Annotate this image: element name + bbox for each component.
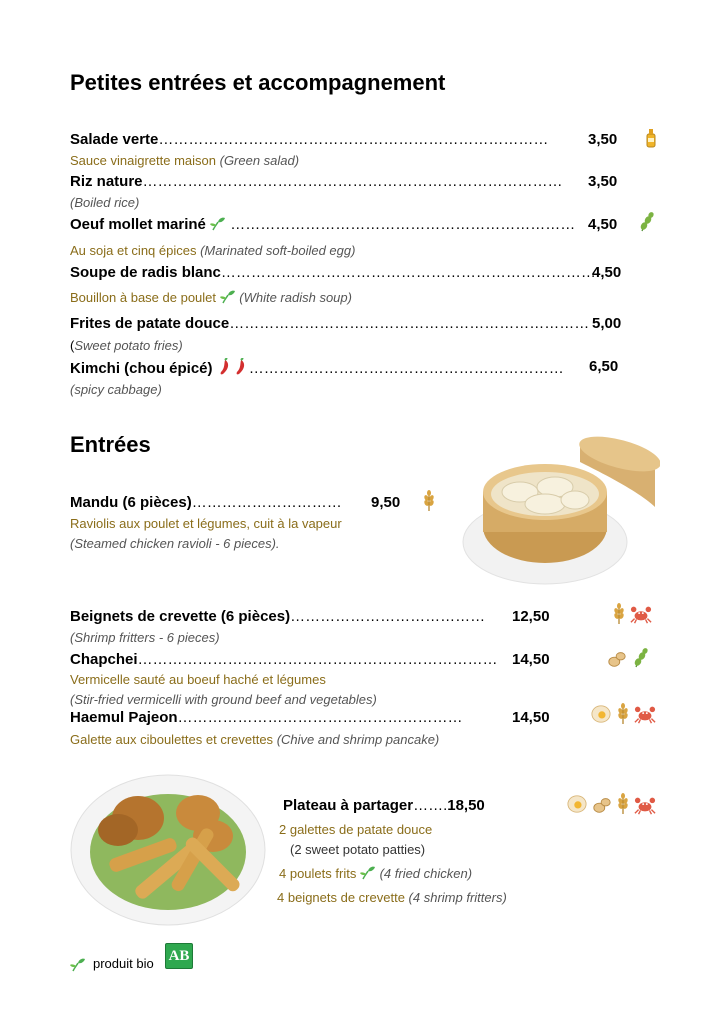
item-name-plateau: Plateau à partager…….18,50 [283, 797, 485, 814]
item-price-oeuf-mollet: 4,50 [588, 216, 618, 233]
item-desc-haemul-pajeon: Galette aux ciboulettes et crevettes (Chive and shrimp pancake) [70, 732, 440, 747]
platter-line1: 2 galettes de patate douce [279, 822, 433, 837]
chili-icon [233, 358, 249, 376]
chili-icon [217, 358, 233, 376]
platter-line2: 4 poulets frits (4 fried chicken) [279, 866, 473, 881]
section-title-entrees: Entrées [70, 432, 151, 457]
platter-line3: 4 beignets de crevette (4 shrimp fritters) [277, 890, 507, 905]
sprout-icon [220, 290, 236, 304]
item-name-mandu: Mandu (6 pièces)………………………… [70, 494, 342, 511]
mandu-steamer-photo [460, 432, 660, 592]
item-name-kimchi: Kimchi (chou épicé) ……………………………………………………… [70, 360, 564, 377]
sprout-icon [210, 217, 226, 231]
item-name-haemul-pajeon: Haemul Pajeon………………………………………………… [70, 709, 463, 726]
soy-icon [632, 647, 650, 669]
platter-line1-en: (2 sweet potato patties) [290, 842, 426, 857]
mustard-icon [642, 127, 660, 149]
item-price-haemul-pajeon: 14,50 [512, 709, 550, 726]
item-en-kimchi: (spicy cabbage) [70, 382, 162, 397]
wheat-icon [614, 793, 632, 815]
item-desc-mandu: Raviolis aux poulet et légumes, cuit à la vapeur [70, 516, 342, 531]
wheat-icon [610, 603, 628, 625]
item-price-mandu: 9,50 [371, 494, 401, 511]
crab-icon [630, 604, 652, 624]
item-en-chapchei: (Stir-fried vermicelli with ground beef and vegetables) [70, 692, 377, 707]
item-name-riz-nature: Riz nature………………………………………………………………………… [70, 173, 563, 190]
item-price-chapchei: 14,50 [512, 651, 550, 668]
item-name-oeuf-mollet: Oeuf mollet mariné …………………………………………………………… [70, 216, 576, 233]
wheat-icon [614, 703, 632, 725]
item-name-frites: Frites de patate douce……………………………………………………………… [70, 315, 590, 332]
item-desc-chapchei: Vermicelle sauté au boeuf haché et légumes [70, 672, 326, 687]
peanut-icon [591, 795, 613, 815]
crab-icon [634, 795, 656, 815]
section-title-petites-entrees: Petites entrées et accompagnement [70, 70, 446, 95]
platter-photo [68, 768, 268, 928]
item-name-chapchei: Chapchei……………………………………………………………… [70, 651, 498, 668]
item-price-kimchi: 6,50 [589, 358, 619, 375]
soy-icon [638, 211, 656, 233]
bio-label: produit bio [93, 956, 154, 971]
item-name-soupe-radis: Soupe de radis blanc………………………………………………………………… [70, 264, 596, 281]
wheat-icon [420, 490, 438, 512]
item-price-frites: 5,00 [592, 315, 622, 332]
bio-logo: AB [165, 943, 193, 969]
item-desc-oeuf-mollet: Au soja et cinq épices (Marinated soft-boiled egg) [70, 243, 356, 258]
item-price-salade-verte: 3,50 [588, 131, 618, 148]
peanut-icon [606, 649, 628, 669]
item-en-mandu: (Steamed chicken ravioli - 6 pieces). [70, 536, 280, 551]
egg-icon [566, 794, 588, 814]
item-price-beignets: 12,50 [512, 608, 550, 625]
item-en-beignets: (Shrimp fritters - 6 pieces) [70, 630, 220, 645]
sprout-icon [70, 958, 86, 972]
item-en-riz-nature: (Boiled rice) [70, 195, 140, 210]
item-en-frites: (Sweet potato fries) [70, 338, 183, 353]
egg-icon [590, 704, 612, 724]
item-desc-salade-verte: Sauce vinaigrette maison (Green salad) [70, 153, 300, 168]
item-price-riz-nature: 3,50 [588, 173, 618, 190]
sprout-icon [360, 866, 376, 880]
item-price-soupe-radis: 4,50 [592, 264, 622, 281]
item-name-beignets: Beignets de crevette (6 pièces)………………………………… [70, 608, 486, 625]
item-name-salade-verte: Salade verte…………………………………………………………………… [70, 131, 549, 148]
item-desc-soupe-radis: Bouillon à base de poulet (White radish soup) [70, 290, 352, 305]
crab-icon [634, 704, 656, 724]
